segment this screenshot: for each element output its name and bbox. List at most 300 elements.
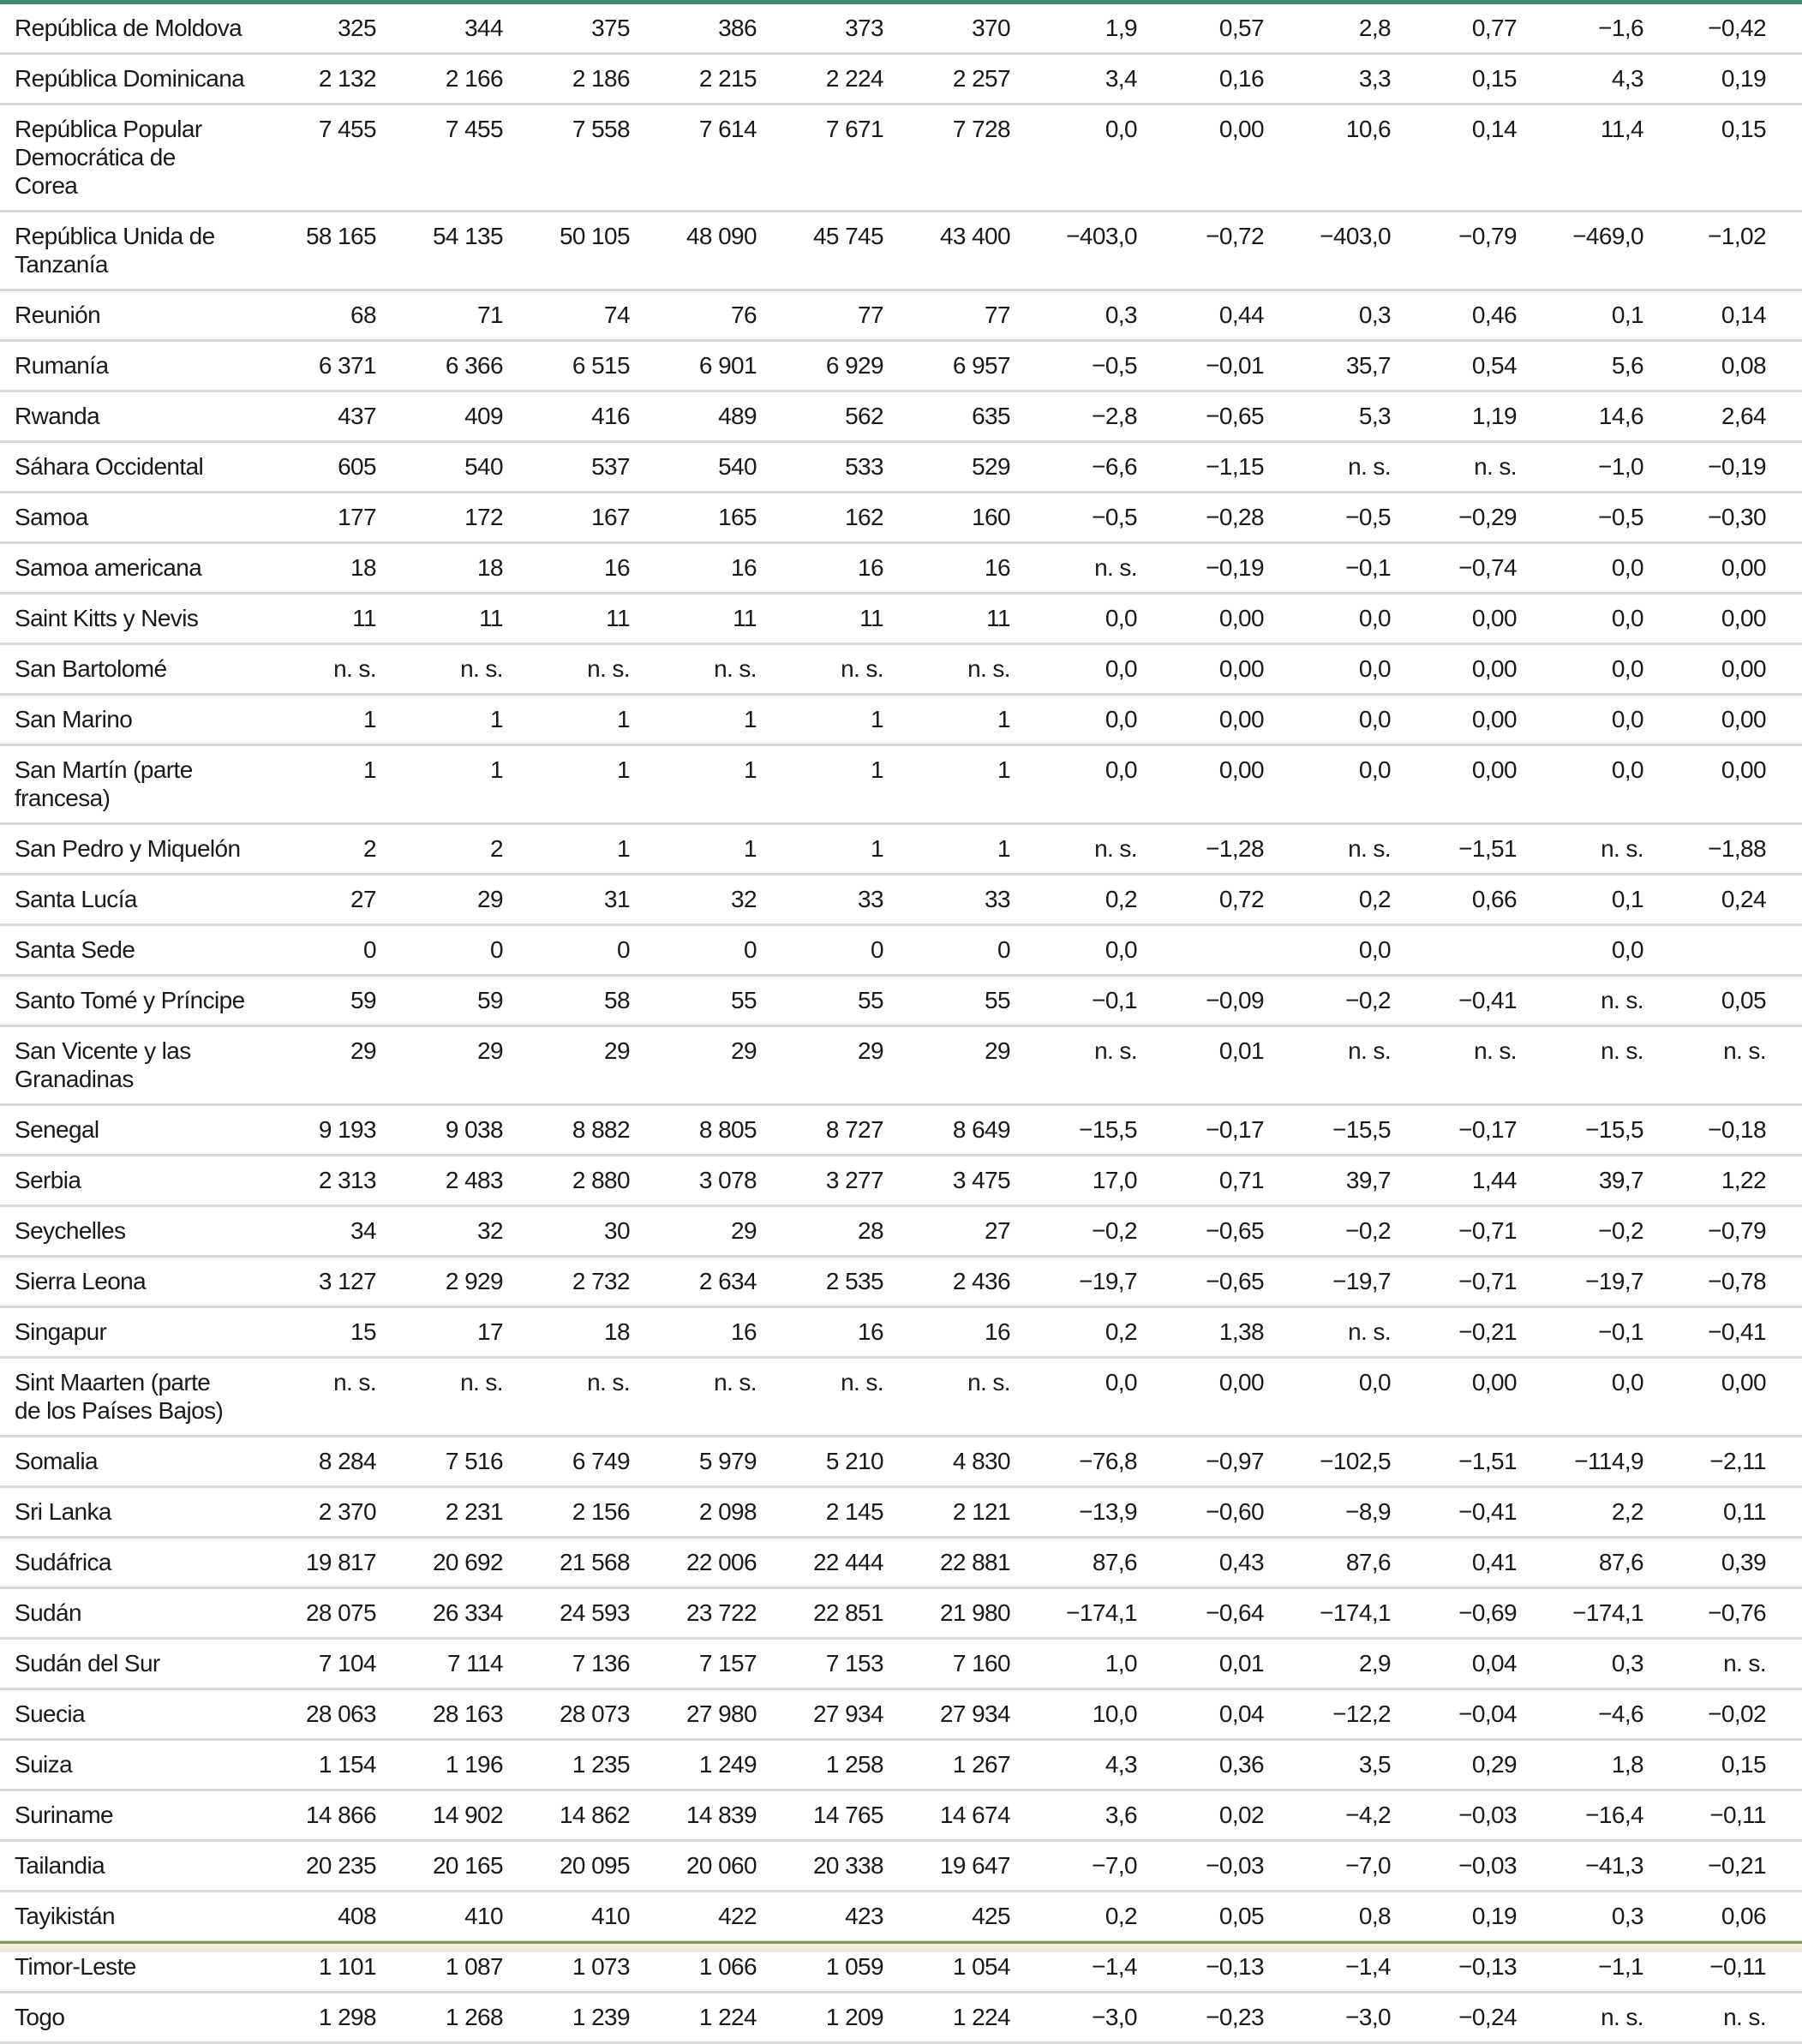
- value-cell-col-3: 50 105: [503, 212, 630, 290]
- value-cell-col-3: 1: [503, 695, 630, 745]
- value-cell-col-3: 74: [503, 290, 630, 341]
- value-cell-col-7: −76,8: [1010, 1437, 1137, 1487]
- value-cell-col-8: [1137, 925, 1264, 976]
- value-cell-col-3: 375: [503, 4, 630, 54]
- value-cell-col-8: 0,04: [1137, 1689, 1264, 1740]
- value-cell-col-2: 1 087: [376, 1942, 503, 1993]
- value-cell-col-4: 1 224: [630, 1993, 757, 2043]
- value-cell-col-11: −0,1: [1517, 1307, 1643, 1358]
- country-name-cell: Santa Sede: [0, 925, 256, 976]
- value-cell-col-6: n. s.: [883, 644, 1010, 695]
- value-cell-col-5: 1: [757, 824, 883, 875]
- value-cell-col-7: −2,8: [1010, 391, 1137, 442]
- value-cell-col-7: n. s.: [1010, 1026, 1137, 1105]
- value-cell-col-5: 29: [757, 1026, 883, 1105]
- value-cell-col-6: 1 267: [883, 1740, 1010, 1790]
- value-cell-col-4: 386: [630, 4, 757, 54]
- value-cell-col-9: −102,5: [1264, 1437, 1391, 1487]
- value-cell-col-2: 0: [376, 925, 503, 976]
- value-cell-col-5: 77: [757, 290, 883, 341]
- value-cell-col-3: 7 558: [503, 105, 630, 212]
- value-cell-col-8: −0,72: [1137, 212, 1264, 290]
- table-row: [0, 695, 1802, 745]
- value-cell-col-6: 27: [883, 1206, 1010, 1257]
- value-cell-col-7: 0,0: [1010, 594, 1137, 644]
- value-cell-col-6: 529: [883, 442, 1010, 493]
- value-cell-col-10: 0,04: [1391, 1639, 1517, 1689]
- value-cell-col-2: 18: [376, 543, 503, 594]
- value-cell-col-11: −1,6: [1517, 4, 1643, 54]
- value-cell-col-6: 1 054: [883, 1942, 1010, 1993]
- value-cell-col-5: 20 338: [757, 1841, 883, 1892]
- value-cell-col-2: 540: [376, 442, 503, 493]
- table-row: [0, 1588, 1802, 1639]
- value-cell-col-11: −1,1: [1517, 1942, 1643, 1993]
- value-cell-col-9: 87,6: [1264, 1538, 1391, 1588]
- value-cell-col-10: −0,29: [1391, 493, 1517, 543]
- value-cell-col-9: 3,3: [1264, 54, 1391, 105]
- value-cell-col-1: 18: [256, 543, 376, 594]
- country-name-cell: Tayikistán: [0, 1892, 256, 1942]
- value-cell-col-3: 11: [503, 594, 630, 644]
- value-cell-col-4: 20 060: [630, 1841, 757, 1892]
- value-cell-col-9: 35,7: [1264, 341, 1391, 391]
- value-cell-col-2: 26 334: [376, 1588, 503, 1639]
- value-cell-col-3: n. s.: [503, 644, 630, 695]
- value-cell-col-11: 0,0: [1517, 543, 1643, 594]
- value-cell-col-7: −0,5: [1010, 341, 1137, 391]
- value-cell-col-6: 21 980: [883, 1588, 1010, 1639]
- value-cell-col-11: −0,2: [1517, 1206, 1643, 1257]
- value-cell-col-8: 0,72: [1137, 875, 1264, 925]
- value-cell-col-6: 16: [883, 543, 1010, 594]
- value-cell-col-10: −0,21: [1391, 1307, 1517, 1358]
- value-cell-col-4: 165: [630, 493, 757, 543]
- value-cell-col-3: 29: [503, 1026, 630, 1105]
- value-cell-col-5: 1 258: [757, 1740, 883, 1790]
- country-name-cell: San Martín (parte francesa): [0, 745, 256, 824]
- value-cell-col-12: −0,79: [1643, 1206, 1802, 1257]
- value-cell-col-6: 11: [883, 594, 1010, 644]
- value-cell-col-7: −13,9: [1010, 1487, 1137, 1538]
- value-cell-col-2: 54 135: [376, 212, 503, 290]
- table-row: [0, 290, 1802, 341]
- value-cell-col-4: 5 979: [630, 1437, 757, 1487]
- value-cell-col-7: −7,0: [1010, 1841, 1137, 1892]
- country-name-cell: Sudán: [0, 1588, 256, 1639]
- value-cell-col-9: −12,2: [1264, 1689, 1391, 1740]
- value-cell-col-11: 0,1: [1517, 290, 1643, 341]
- value-cell-col-1: 1 101: [256, 1942, 376, 1993]
- value-cell-col-10: −0,71: [1391, 1206, 1517, 1257]
- value-cell-col-11: 0,0: [1517, 1358, 1643, 1437]
- value-cell-col-2: 410: [376, 1892, 503, 1942]
- country-name-cell: Santa Lucía: [0, 875, 256, 925]
- value-cell-col-10: 0,54: [1391, 341, 1517, 391]
- value-cell-col-12: n. s.: [1643, 1993, 1802, 2043]
- value-cell-col-5: 2 224: [757, 54, 883, 105]
- value-cell-col-7: −19,7: [1010, 1257, 1137, 1307]
- value-cell-col-7: −0,5: [1010, 493, 1137, 543]
- value-cell-col-3: 20 095: [503, 1841, 630, 1892]
- value-cell-col-8: −0,17: [1137, 1105, 1264, 1156]
- value-cell-col-7: −403,0: [1010, 212, 1137, 290]
- value-cell-col-10: −0,79: [1391, 212, 1517, 290]
- value-cell-col-1: 3 127: [256, 1257, 376, 1307]
- country-name-cell: Rumanía: [0, 341, 256, 391]
- value-cell-col-6: 6 957: [883, 341, 1010, 391]
- value-cell-col-10: 0,00: [1391, 594, 1517, 644]
- country-name-cell: Singapur: [0, 1307, 256, 1358]
- value-cell-col-12: −0,11: [1643, 1790, 1802, 1841]
- value-cell-col-7: 3,4: [1010, 54, 1137, 105]
- value-cell-col-10: n. s.: [1391, 442, 1517, 493]
- value-cell-col-6: 2 121: [883, 1487, 1010, 1538]
- value-cell-col-12: 2,64: [1643, 391, 1802, 442]
- table-row: [0, 341, 1802, 391]
- value-cell-col-4: 23 722: [630, 1588, 757, 1639]
- value-cell-col-3: 1 235: [503, 1740, 630, 1790]
- value-cell-col-4: 8 805: [630, 1105, 757, 1156]
- value-cell-col-12: 0,15: [1643, 105, 1802, 212]
- table-body: [0, 4, 1802, 2043]
- value-cell-col-4: 48 090: [630, 212, 757, 290]
- value-cell-col-4: 489: [630, 391, 757, 442]
- value-cell-col-1: 437: [256, 391, 376, 442]
- value-cell-col-4: 2 098: [630, 1487, 757, 1538]
- country-name-cell: San Marino: [0, 695, 256, 745]
- value-cell-col-12: −1,88: [1643, 824, 1802, 875]
- value-cell-col-11: 0,3: [1517, 1892, 1643, 1942]
- value-cell-col-1: 9 193: [256, 1105, 376, 1156]
- value-cell-col-1: 2 132: [256, 54, 376, 105]
- value-cell-col-8: −0,13: [1137, 1942, 1264, 1993]
- value-cell-col-6: 3 475: [883, 1156, 1010, 1206]
- value-cell-col-9: 0,3: [1264, 290, 1391, 341]
- country-name-cell: Sint Maarten (parte de los Países Bajos): [0, 1358, 256, 1437]
- country-name-cell: Timor-Leste: [0, 1942, 256, 1993]
- value-cell-col-2: 11: [376, 594, 503, 644]
- value-cell-col-9: −403,0: [1264, 212, 1391, 290]
- value-cell-col-11: −15,5: [1517, 1105, 1643, 1156]
- country-name-cell: Suecia: [0, 1689, 256, 1740]
- value-cell-col-7: 10,0: [1010, 1689, 1137, 1740]
- value-cell-col-1: n. s.: [256, 644, 376, 695]
- value-cell-col-10: 0,29: [1391, 1740, 1517, 1790]
- value-cell-col-3: 18: [503, 1307, 630, 1358]
- country-name-cell: Sudáfrica: [0, 1538, 256, 1588]
- value-cell-col-12: 0,24: [1643, 875, 1802, 925]
- value-cell-col-1: 2 313: [256, 1156, 376, 1206]
- value-cell-col-1: 19 817: [256, 1538, 376, 1588]
- value-cell-col-6: 19 647: [883, 1841, 1010, 1892]
- value-cell-col-1: 15: [256, 1307, 376, 1358]
- value-cell-col-7: 0,0: [1010, 925, 1137, 976]
- value-cell-col-6: 160: [883, 493, 1010, 543]
- value-cell-col-8: −0,65: [1137, 1257, 1264, 1307]
- value-cell-col-3: 24 593: [503, 1588, 630, 1639]
- value-cell-col-6: 1: [883, 745, 1010, 824]
- value-cell-col-11: n. s.: [1517, 1993, 1643, 2043]
- value-cell-col-7: 0,2: [1010, 1892, 1137, 1942]
- value-cell-col-4: 14 839: [630, 1790, 757, 1841]
- value-cell-col-2: 2 166: [376, 54, 503, 105]
- value-cell-col-11: −1,0: [1517, 442, 1643, 493]
- value-cell-col-12: 0,19: [1643, 54, 1802, 105]
- value-cell-col-3: 1 239: [503, 1993, 630, 2043]
- table-row: [0, 1437, 1802, 1487]
- table-row: [0, 1257, 1802, 1307]
- value-cell-col-12: −0,18: [1643, 1105, 1802, 1156]
- value-cell-col-10: −0,04: [1391, 1689, 1517, 1740]
- value-cell-col-1: 34: [256, 1206, 376, 1257]
- value-cell-col-7: 0,0: [1010, 695, 1137, 745]
- value-cell-col-10: 0,14: [1391, 105, 1517, 212]
- value-cell-col-9: 0,0: [1264, 644, 1391, 695]
- value-cell-col-3: 28 073: [503, 1689, 630, 1740]
- value-cell-col-6: 2 257: [883, 54, 1010, 105]
- value-cell-col-5: 22 444: [757, 1538, 883, 1588]
- country-name-cell: Togo: [0, 1993, 256, 2043]
- value-cell-col-9: −0,1: [1264, 543, 1391, 594]
- value-cell-col-4: 32: [630, 875, 757, 925]
- value-cell-col-9: −3,0: [1264, 1993, 1391, 2043]
- value-cell-col-2: 2: [376, 824, 503, 875]
- value-cell-col-12: 0,06: [1643, 1892, 1802, 1942]
- value-cell-col-5: 0: [757, 925, 883, 976]
- value-cell-col-11: 1,8: [1517, 1740, 1643, 1790]
- value-cell-col-3: 6 749: [503, 1437, 630, 1487]
- value-cell-col-7: 87,6: [1010, 1538, 1137, 1588]
- table-row: [0, 824, 1802, 875]
- value-cell-col-6: 4 830: [883, 1437, 1010, 1487]
- value-cell-col-4: 1: [630, 745, 757, 824]
- value-cell-col-11: 4,3: [1517, 54, 1643, 105]
- table-row: [0, 442, 1802, 493]
- value-cell-col-8: −0,23: [1137, 1993, 1264, 2043]
- table-row: [0, 644, 1802, 695]
- value-cell-col-7: 0,2: [1010, 875, 1137, 925]
- value-cell-col-7: 0,3: [1010, 290, 1137, 341]
- value-cell-col-10: 0,19: [1391, 1892, 1517, 1942]
- value-cell-col-5: 8 727: [757, 1105, 883, 1156]
- value-cell-col-3: 2 186: [503, 54, 630, 105]
- value-cell-col-2: 20 692: [376, 1538, 503, 1588]
- value-cell-col-8: 0,00: [1137, 594, 1264, 644]
- value-cell-col-3: 1: [503, 745, 630, 824]
- value-cell-col-4: 2 215: [630, 54, 757, 105]
- value-cell-col-12: −0,30: [1643, 493, 1802, 543]
- value-cell-col-12: −0,21: [1643, 1841, 1802, 1892]
- value-cell-col-10: 1,44: [1391, 1156, 1517, 1206]
- country-name-cell: Tailandia: [0, 1841, 256, 1892]
- country-name-cell: Suriname: [0, 1790, 256, 1841]
- value-cell-col-2: 14 902: [376, 1790, 503, 1841]
- value-cell-col-5: 562: [757, 391, 883, 442]
- value-cell-col-6: 635: [883, 391, 1010, 442]
- value-cell-col-4: 2 634: [630, 1257, 757, 1307]
- table-row: [0, 212, 1802, 290]
- value-cell-col-6: 22 881: [883, 1538, 1010, 1588]
- value-cell-col-8: −0,65: [1137, 1206, 1264, 1257]
- value-cell-col-11: n. s.: [1517, 1026, 1643, 1105]
- table-row: [0, 1740, 1802, 1790]
- value-cell-col-6: 27 934: [883, 1689, 1010, 1740]
- value-cell-col-5: 55: [757, 976, 883, 1026]
- value-cell-col-8: 0,36: [1137, 1740, 1264, 1790]
- value-cell-col-3: 410: [503, 1892, 630, 1942]
- value-cell-col-8: −0,03: [1137, 1841, 1264, 1892]
- value-cell-col-3: 0: [503, 925, 630, 976]
- value-cell-col-10: −0,69: [1391, 1588, 1517, 1639]
- value-cell-col-8: −0,64: [1137, 1588, 1264, 1639]
- value-cell-col-1: 7 455: [256, 105, 376, 212]
- value-cell-col-12: −0,11: [1643, 1942, 1802, 1993]
- value-cell-col-6: 55: [883, 976, 1010, 1026]
- value-cell-col-11: n. s.: [1517, 824, 1643, 875]
- value-cell-col-10: 1,19: [1391, 391, 1517, 442]
- value-cell-col-9: 0,8: [1264, 1892, 1391, 1942]
- value-cell-col-1: n. s.: [256, 1358, 376, 1437]
- value-cell-col-7: 1,0: [1010, 1639, 1137, 1689]
- value-cell-col-9: 39,7: [1264, 1156, 1391, 1206]
- value-cell-col-10: −0,03: [1391, 1841, 1517, 1892]
- table-row: [0, 875, 1802, 925]
- value-cell-col-9: 0,0: [1264, 594, 1391, 644]
- value-cell-col-8: 0,01: [1137, 1639, 1264, 1689]
- table-row: [0, 1358, 1802, 1437]
- value-cell-col-5: 5 210: [757, 1437, 883, 1487]
- value-cell-col-11: −174,1: [1517, 1588, 1643, 1639]
- table-row: [0, 1689, 1802, 1740]
- value-cell-col-9: 3,5: [1264, 1740, 1391, 1790]
- value-cell-col-9: n. s.: [1264, 442, 1391, 493]
- value-cell-col-7: 0,0: [1010, 105, 1137, 212]
- value-cell-col-8: 0,01: [1137, 1026, 1264, 1105]
- value-cell-col-5: 533: [757, 442, 883, 493]
- value-cell-col-2: 7 455: [376, 105, 503, 212]
- value-cell-col-8: −0,28: [1137, 493, 1264, 543]
- value-cell-col-3: 2 156: [503, 1487, 630, 1538]
- value-cell-col-10: 0,41: [1391, 1538, 1517, 1588]
- value-cell-col-1: 6 371: [256, 341, 376, 391]
- value-cell-col-1: 28 063: [256, 1689, 376, 1740]
- value-cell-col-8: 0,16: [1137, 54, 1264, 105]
- value-cell-col-4: 55: [630, 976, 757, 1026]
- value-cell-col-8: 0,05: [1137, 1892, 1264, 1942]
- value-cell-col-11: −41,3: [1517, 1841, 1643, 1892]
- value-cell-col-4: 6 901: [630, 341, 757, 391]
- table-row: [0, 493, 1802, 543]
- value-cell-col-8: −1,15: [1137, 442, 1264, 493]
- value-cell-col-1: 7 104: [256, 1639, 376, 1689]
- value-cell-col-6: 2 436: [883, 1257, 1010, 1307]
- value-cell-col-3: 2 880: [503, 1156, 630, 1206]
- value-cell-col-12: 0,00: [1643, 695, 1802, 745]
- value-cell-col-5: 1 059: [757, 1942, 883, 1993]
- value-cell-col-6: 16: [883, 1307, 1010, 1358]
- value-cell-col-8: 0,00: [1137, 745, 1264, 824]
- country-name-cell: Samoa americana: [0, 543, 256, 594]
- table-row: [0, 976, 1802, 1026]
- country-name-cell: Serbia: [0, 1156, 256, 1206]
- country-name-cell: San Vicente y las Granadinas: [0, 1026, 256, 1105]
- value-cell-col-9: −4,2: [1264, 1790, 1391, 1841]
- value-cell-col-11: 0,1: [1517, 875, 1643, 925]
- value-cell-col-6: 7 160: [883, 1639, 1010, 1689]
- value-cell-col-1: 11: [256, 594, 376, 644]
- value-cell-col-7: −0,2: [1010, 1206, 1137, 1257]
- value-cell-col-2: 7 114: [376, 1639, 503, 1689]
- value-cell-col-3: 16: [503, 543, 630, 594]
- value-cell-col-8: 1,38: [1137, 1307, 1264, 1358]
- value-cell-col-3: 58: [503, 976, 630, 1026]
- value-cell-col-1: 1: [256, 745, 376, 824]
- value-cell-col-10: n. s.: [1391, 1026, 1517, 1105]
- country-name-cell: Sudán del Sur: [0, 1639, 256, 1689]
- value-cell-col-12: 1,22: [1643, 1156, 1802, 1206]
- value-cell-col-8: −0,60: [1137, 1487, 1264, 1538]
- value-cell-col-5: 7 671: [757, 105, 883, 212]
- value-cell-col-6: 43 400: [883, 212, 1010, 290]
- value-cell-col-12: 0,11: [1643, 1487, 1802, 1538]
- table-row: [0, 1892, 1802, 1942]
- value-cell-col-8: 0,00: [1137, 1358, 1264, 1437]
- value-cell-col-6: 29: [883, 1026, 1010, 1105]
- value-cell-col-3: 537: [503, 442, 630, 493]
- value-cell-col-2: 17: [376, 1307, 503, 1358]
- country-name-cell: Suiza: [0, 1740, 256, 1790]
- value-cell-col-11: 0,0: [1517, 925, 1643, 976]
- value-cell-col-10: 0,00: [1391, 644, 1517, 695]
- value-cell-col-11: 0,0: [1517, 644, 1643, 695]
- value-cell-col-8: 0,44: [1137, 290, 1264, 341]
- value-cell-col-8: 0,00: [1137, 105, 1264, 212]
- value-cell-col-1: 177: [256, 493, 376, 543]
- value-cell-col-4: 29: [630, 1026, 757, 1105]
- value-cell-col-9: 2,9: [1264, 1639, 1391, 1689]
- value-cell-col-4: 16: [630, 1307, 757, 1358]
- value-cell-col-7: 0,0: [1010, 745, 1137, 824]
- value-cell-col-1: 27: [256, 875, 376, 925]
- value-cell-col-2: 7 516: [376, 1437, 503, 1487]
- value-cell-col-3: 21 568: [503, 1538, 630, 1588]
- country-name-cell: Saint Kitts y Nevis: [0, 594, 256, 644]
- value-cell-col-9: −7,0: [1264, 1841, 1391, 1892]
- value-cell-col-10: 0,15: [1391, 54, 1517, 105]
- value-cell-col-11: 14,6: [1517, 391, 1643, 442]
- value-cell-col-1: 29: [256, 1026, 376, 1105]
- value-cell-col-3: 6 515: [503, 341, 630, 391]
- value-cell-col-2: 344: [376, 4, 503, 54]
- value-cell-col-8: −0,19: [1137, 543, 1264, 594]
- value-cell-col-5: 33: [757, 875, 883, 925]
- table-row: [0, 391, 1802, 442]
- value-cell-col-9: 0,0: [1264, 695, 1391, 745]
- value-cell-col-1: 14 866: [256, 1790, 376, 1841]
- value-cell-col-6: 370: [883, 4, 1010, 54]
- value-cell-col-10: 0,00: [1391, 745, 1517, 824]
- value-cell-col-6: 14 674: [883, 1790, 1010, 1841]
- value-cell-col-5: 16: [757, 1307, 883, 1358]
- value-cell-col-10: −0,74: [1391, 543, 1517, 594]
- value-cell-col-12: 0,08: [1643, 341, 1802, 391]
- table-row: [0, 1639, 1802, 1689]
- value-cell-col-7: 4,3: [1010, 1740, 1137, 1790]
- value-cell-col-5: 22 851: [757, 1588, 883, 1639]
- value-cell-col-2: 1 268: [376, 1993, 503, 2043]
- value-cell-col-6: 1: [883, 824, 1010, 875]
